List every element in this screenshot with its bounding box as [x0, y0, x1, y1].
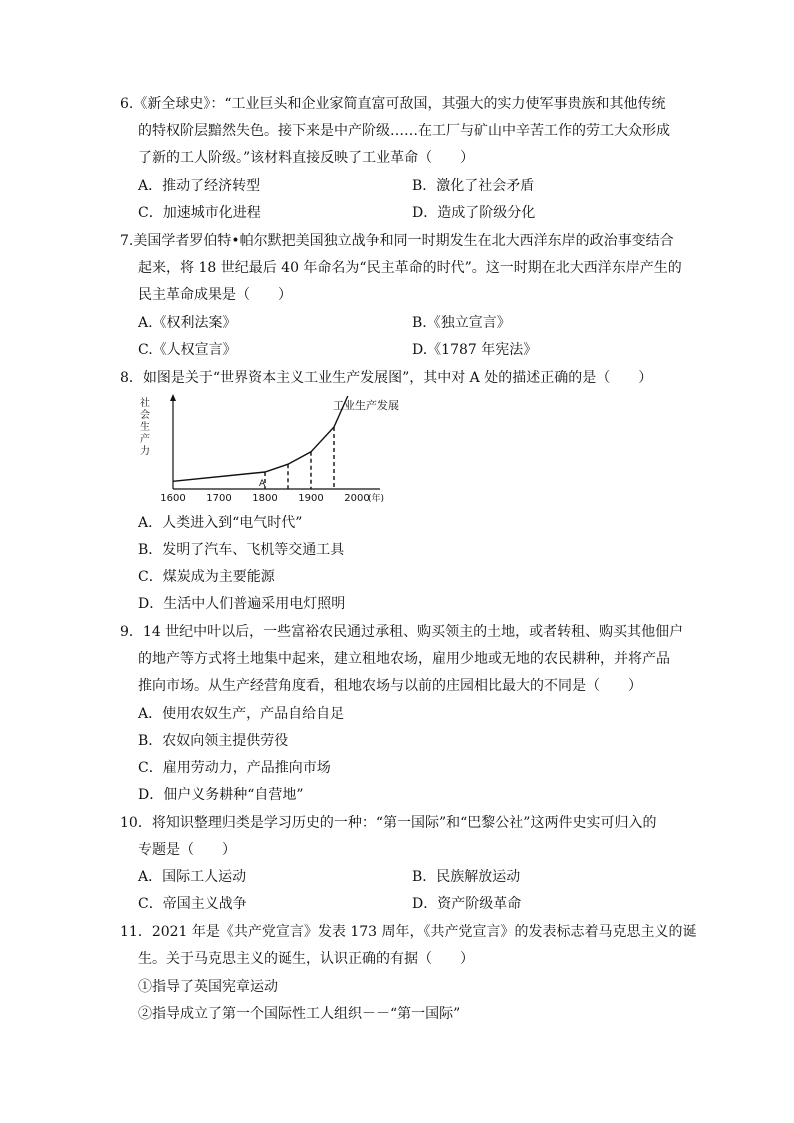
q6-stem-line-2: 的特权阶层黯然失色。接下来是中产阶级……在工厂与矿山中辛苦工作的劳工大众形成: [138, 123, 670, 139]
chart-ylabel-char: 会: [140, 410, 150, 421]
q10-stem-line-1: 10．将知识整理归类是学习历史的一种：“第一国际”和“巴黎公社”这两件史实可归入的: [120, 815, 657, 831]
q7-option-c[interactable]: C.《人权宣言》: [138, 342, 237, 358]
q6-stem-line-1: 6.《新全球史》：“工业巨头和企业家简直富可敌国，其强大的实力使军事贵族和其他传统: [120, 96, 666, 112]
q9-option-c[interactable]: C．雇用劳动力，产品推向市场: [138, 760, 331, 776]
chart-x-tick-label: 1600: [160, 493, 186, 504]
q6-option-b[interactable]: B．激化了社会矛盾: [412, 178, 535, 194]
q9-option-a[interactable]: A．使用农奴生产，产品自给自足: [138, 706, 345, 722]
chart-x-tick-label: 1700: [206, 493, 232, 504]
chart-ylabel-char: 社: [140, 398, 150, 409]
q8-option-d[interactable]: D．生活中人们普遍采用电灯照明: [138, 596, 346, 612]
q9-stem-line-2: 的地产等方式将土地集中起来，建立租地农场，雇用少地或无地的农民耕种，并将产品: [138, 651, 670, 667]
q7-stem-line-3: 民主革命成果是（ ）: [138, 287, 292, 303]
q7-option-d[interactable]: D.《1787 年宪法》: [412, 342, 538, 358]
q11-statement-1[interactable]: ①指导了英国宪章运动: [138, 979, 278, 995]
q11-stem-line-1: 11．2021 年是《共产党宣言》发表 173 周年，《共产党宣言》的发表标志着马克思主义的诞: [120, 924, 697, 940]
chart-ylabel: [140, 396, 150, 457]
chart-ylabel-char: 生: [140, 422, 150, 433]
industrial-production-chart: [140, 392, 399, 504]
chart-x-ticks: [160, 493, 369, 504]
q11-statement-2[interactable]: ②指导成立了第一个国际性工人组织－－“第一国际”: [138, 1006, 461, 1022]
chart-x-tick-label: 1900: [298, 493, 324, 504]
q11-stem-line-2: 生。关于马克思主义的诞生，认识正确的有据（ ）: [138, 951, 474, 967]
q6-option-c[interactable]: C．加速城市化进程: [138, 205, 261, 221]
chart-ylabel-char: 产: [140, 434, 150, 445]
q10-option-d[interactable]: D．资产阶级革命: [412, 896, 522, 912]
q7-stem-line-2: 起来，将 18 世纪最后 40 年命名为“民主革命的时代”。这一时期在北大西洋东岸产生的: [138, 260, 682, 276]
q8-option-b[interactable]: B．发明了汽车、飞机等交通工具: [138, 542, 345, 558]
q6-stem-line-3: 了新的工人阶级。”该材料直接反映了工业革命（ ）: [138, 150, 475, 166]
q9-option-d[interactable]: D．佃户义务耕种“自营地”: [138, 787, 304, 803]
y-axis-arrow: [170, 394, 176, 401]
chart-x-tick-label: 2000: [344, 493, 370, 504]
chart-series-line: [173, 396, 348, 481]
q10-option-c[interactable]: C．帝国主义战争: [138, 896, 247, 912]
chart-x-tick-label: 1800: [252, 493, 278, 504]
q10-option-a[interactable]: A．国际工人运动: [138, 869, 247, 885]
chart-ylabel-char: 力: [140, 446, 150, 457]
q9-stem-line-1: 9．14 世纪中叶以后，一些富裕农民通过承租、购买领主的土地，或者转租、购买其他佃户: [120, 624, 684, 640]
q10-option-b[interactable]: B．民族解放运动: [412, 869, 521, 885]
q6-option-d[interactable]: D．造成了阶级分化: [412, 205, 536, 221]
q7-stem-line-1: 7.美国学者罗伯特•帕尔默把美国独立战争和同一时期发生在北大西洋东岸的政治事变结合: [120, 233, 674, 249]
chart-x-unit: (年): [368, 494, 385, 504]
chart-series-label: 工业生产发展: [333, 399, 399, 412]
chart-marker-a: A: [259, 479, 266, 489]
q9-option-b[interactable]: B．农奴向领主提供劳役: [138, 733, 289, 749]
q9-stem-line-3: 推向市场。从生产经营角度看，租地农场与以前的庄园相比最大的不同是（ ）: [138, 678, 642, 694]
q10-stem-line-2: 专题是（ ）: [138, 842, 236, 858]
q6-option-a[interactable]: A．推动了经济转型: [138, 178, 261, 194]
q8-option-a[interactable]: A．人类进入到“电气时代”: [138, 515, 303, 531]
q8-stem-line-1: 8．如图是关于“世界资本主义工业生产发展图”，其中对 A 处的描述正确的是（ ）: [120, 370, 653, 386]
q7-option-a[interactable]: A.《权利法案》: [138, 315, 237, 331]
q8-option-c[interactable]: C．煤炭成为主要能源: [138, 569, 275, 585]
q7-option-b[interactable]: B.《独立宣言》: [412, 315, 511, 331]
